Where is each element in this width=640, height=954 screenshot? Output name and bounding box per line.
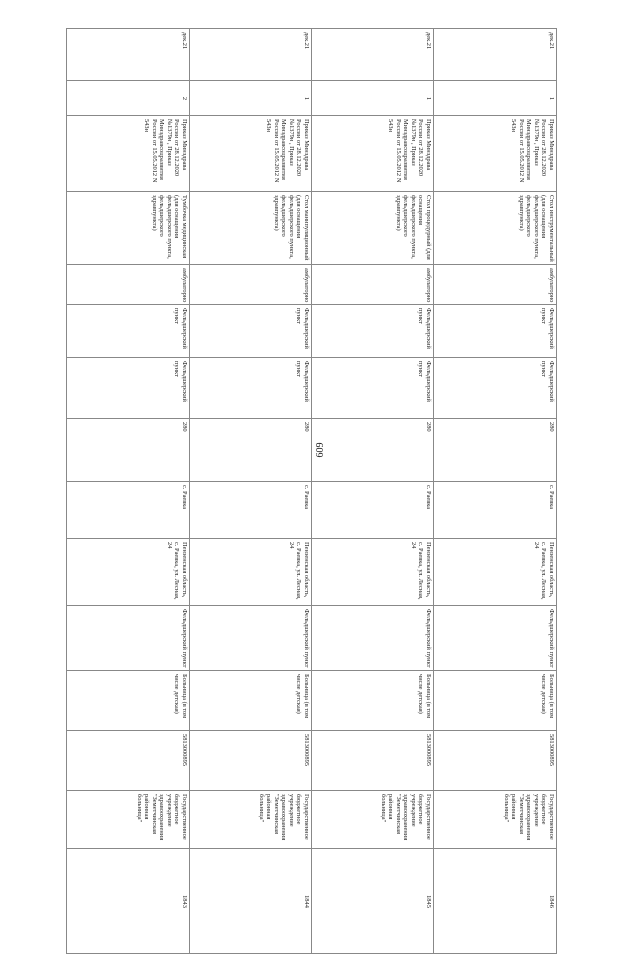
cell-institution <box>312 791 434 849</box>
cell-distance <box>67 419 190 482</box>
equipment-text: Стол манипуляционный (для оснащения фельдшерского пункта, фельдшерского здравпункта) <box>272 195 310 261</box>
cell-code <box>190 731 312 791</box>
subdivision-text: Фельдшерский пункт <box>540 361 555 402</box>
cell-quantity <box>190 81 312 116</box>
cell-date <box>190 29 312 81</box>
institution-text: Государственное бюджетное учреждение здравоохранения "Земетчинская районная больница" <box>257 794 310 841</box>
address-text: Пензенская область, с. Раевка, ул. Лесная, 24 <box>287 542 310 600</box>
cell-subdivision <box>434 358 557 419</box>
cell-settlement <box>190 482 312 539</box>
date-text: дек.21 <box>303 32 310 50</box>
cell-service-mode <box>190 265 312 305</box>
unit-text: Фельдшерский пункт <box>425 609 432 668</box>
cell-quantity <box>67 81 190 116</box>
cell-unit-type <box>434 305 557 358</box>
distance-text: 280 <box>303 422 310 432</box>
institution-text: Государственное бюджетное учреждение здравоохранения "Земетчинская районная больница" <box>135 794 188 841</box>
cell-code <box>312 731 434 791</box>
cell-distance <box>190 419 312 482</box>
cell-service-mode <box>434 265 557 305</box>
equipment-table <box>66 28 557 954</box>
norm-document-text: Приказ Минздрава России от 28.12.2020 №1379н , Приказ Минздравсоцразвития России от 15.05.2012 N 543н <box>143 119 188 183</box>
code-text: 5813000895 <box>548 734 555 766</box>
cell-subdivision <box>190 358 312 419</box>
cell-unit <box>67 606 190 671</box>
cell-quantity <box>434 81 557 116</box>
subdivision-text: Фельдшерский пункт <box>417 361 432 402</box>
cell-institution-type <box>67 671 190 731</box>
cell-code <box>67 731 190 791</box>
service-mode-text: амбулаторно <box>548 268 555 303</box>
cell-institution <box>190 791 312 849</box>
institution-type-text: Больница (в том числе детская) <box>173 674 188 719</box>
service-mode-text: амбулаторно <box>425 268 432 303</box>
cell-code <box>434 731 557 791</box>
cell-date <box>67 29 190 81</box>
cell-equipment <box>67 192 190 265</box>
settlement-text: с. Раевка <box>548 485 555 510</box>
equipment-text: Стол процедурный (для оснащения фельдшерского пункта, фельдшерского здравпункта) <box>394 195 432 260</box>
quantity-text: 1 <box>548 96 555 101</box>
cell-settlement <box>312 482 434 539</box>
page-number: 609 <box>314 442 326 458</box>
cell-institution-type <box>312 671 434 731</box>
subdivision-text: Фельдшерский пункт <box>173 361 188 402</box>
service-mode-text: амбулаторно <box>303 268 310 303</box>
cell-distance <box>434 419 557 482</box>
cell-distance <box>312 419 434 482</box>
cell-row-no <box>434 849 557 954</box>
distance-text: 280 <box>181 422 188 432</box>
cell-unit-type <box>312 305 434 358</box>
cell-unit <box>190 606 312 671</box>
cell-institution <box>67 791 190 849</box>
quantity-text: 1 <box>425 96 432 101</box>
cell-institution <box>434 791 557 849</box>
institution-text: Государственное бюджетное учреждение здравоохранения "Земетчинская районная больница" <box>379 794 432 841</box>
settlement-text: с. Раевка <box>425 485 432 510</box>
cell-norm-document <box>312 116 434 192</box>
cell-unit <box>312 606 434 671</box>
cell-institution-type <box>434 671 557 731</box>
cell-norm-document <box>190 116 312 192</box>
quantity-text: 1 <box>303 96 310 101</box>
cell-unit-type <box>67 305 190 358</box>
cell-subdivision <box>67 358 190 419</box>
cell-equipment <box>434 192 557 265</box>
institution-type-text: Больница (в том числе детская) <box>295 674 310 719</box>
cell-service-mode <box>312 265 434 305</box>
equipment-text: Тумбочка медицинская (для оснащения фельдшерского пункта, фельдшерского здравпункта) <box>150 195 188 259</box>
distance-text: 280 <box>425 422 432 432</box>
unit-text: Фельдшерский пункт <box>548 609 555 668</box>
code-text: 5813000895 <box>303 734 310 766</box>
norm-document-text: Приказ Минздрава России от 28.12.2020 №1379н , Приказ Минздравсоцразвития России от 15.05.2012 N 543н <box>510 119 555 183</box>
institution-type-text: Больница (в том числе детская) <box>417 674 432 719</box>
cell-row-no <box>67 849 190 954</box>
address-text: Пензенская область, с. Раевка, ул. Лесная, 24 <box>165 542 188 600</box>
settlement-text: с. Раевка <box>303 485 310 510</box>
cell-settlement <box>434 482 557 539</box>
date-text: дек.21 <box>181 32 188 50</box>
cell-institution-type <box>190 671 312 731</box>
cell-subdivision <box>312 358 434 419</box>
cell-address <box>67 539 190 606</box>
unit-text: Фельдшерский пункт <box>181 609 188 668</box>
quantity-text: 2 <box>181 96 188 101</box>
settlement-text: с. Раевка <box>181 485 188 510</box>
institution-text: Государственное бюджетное учреждение здравоохранения "Земетчинская районная больница" <box>502 794 555 841</box>
norm-document-text: Приказ Минздрава России от 28.12.2020 №1379н , Приказ Минздравсоцразвития России от 15.05.2012 N 543н <box>387 119 432 183</box>
cell-row-no <box>312 849 434 954</box>
cell-equipment <box>312 192 434 265</box>
row-no-text: 1845 <box>425 895 432 908</box>
distance-text: 280 <box>548 422 555 432</box>
equipment-text: Стол инструментальный (для оснащения фельдшерского пункта, фельдшерского здравпункта) <box>517 195 555 262</box>
cell-address <box>312 539 434 606</box>
row-no-text: 1843 <box>181 895 188 908</box>
cell-equipment <box>190 192 312 265</box>
row-no-text: 1846 <box>548 895 555 908</box>
service-mode-text: амбулаторно <box>181 268 188 303</box>
rotated-table <box>66 28 556 908</box>
subdivision-text: Фельдшерский пункт <box>295 361 310 402</box>
cell-settlement <box>67 482 190 539</box>
institution-type-text: Больница (в том числе детская) <box>540 674 555 719</box>
norm-document-text: Приказ Минздрава России от 28.12.2020 №1379н , Приказ Минздравсоцразвития России от 15.05.2012 N 543н <box>265 119 310 183</box>
unit-text: Фельдшерский пункт <box>303 609 310 668</box>
cell-date <box>434 29 557 81</box>
unit-type-text: Фельдшерский пункт <box>173 308 188 349</box>
cell-unit <box>434 606 557 671</box>
date-text: дек.21 <box>548 32 555 50</box>
cell-norm-document <box>67 116 190 192</box>
unit-type-text: Фельдшерский пункт <box>417 308 432 349</box>
cell-norm-document <box>434 116 557 192</box>
address-text: Пензенская область, с. Раевка, ул. Лесная, 24 <box>532 542 555 600</box>
cell-address <box>190 539 312 606</box>
unit-type-text: Фельдшерский пункт <box>540 308 555 349</box>
cell-row-no <box>190 849 312 954</box>
cell-service-mode <box>67 265 190 305</box>
date-text: дек.21 <box>425 32 432 50</box>
code-text: 5813000895 <box>425 734 432 766</box>
cell-date <box>312 29 434 81</box>
code-text: 5813000895 <box>181 734 188 766</box>
row-no-text: 1844 <box>303 895 310 908</box>
cell-unit-type <box>190 305 312 358</box>
unit-type-text: Фельдшерский пункт <box>295 308 310 349</box>
cell-quantity <box>312 81 434 116</box>
cell-address <box>434 539 557 606</box>
address-text: Пензенская область, с. Раевка, ул. Лесная, 24 <box>409 542 432 600</box>
